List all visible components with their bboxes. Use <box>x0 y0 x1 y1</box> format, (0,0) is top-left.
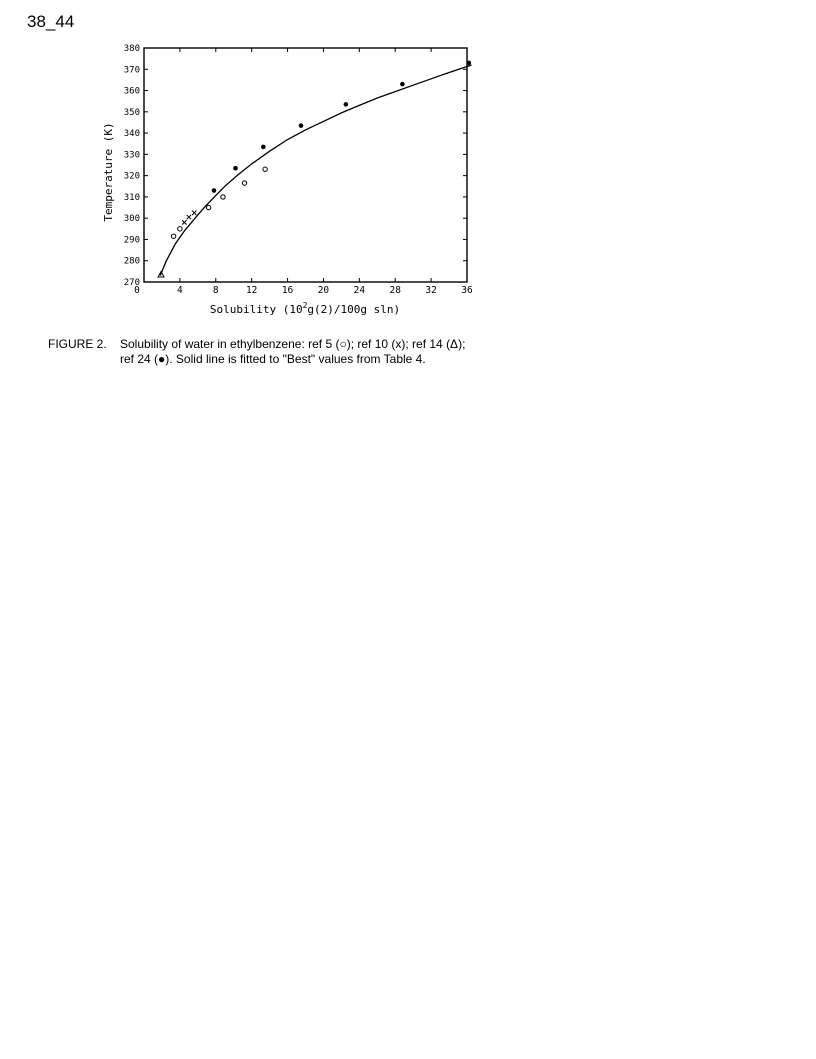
x-axis-title-post: g(2)/100g sln) <box>307 303 401 316</box>
y-tick-label: 330 <box>123 150 140 161</box>
y-tick-label: 350 <box>123 107 140 118</box>
point-filled-circle <box>299 123 304 128</box>
caption-line-1: Solubility of water in ethylbenzene: ref 5 (○); ref 10 (x); ref 14 (Δ); <box>120 337 466 351</box>
x-tick-label: 8 <box>212 285 219 296</box>
x-tick-label: 0 <box>134 285 140 296</box>
x-tick-label: 36 <box>461 285 473 296</box>
y-tick-label: 380 <box>123 44 140 54</box>
x-axis-title <box>210 301 400 316</box>
point-filled-circle <box>344 102 349 107</box>
caption-label: FIGURE 2. <box>48 337 107 351</box>
point-cross <box>192 211 196 215</box>
point-open-circle <box>206 205 210 209</box>
x-axis-title-pre: Solubility (10 <box>209 303 303 316</box>
point-filled-circle <box>400 82 405 87</box>
y-tick-label: 280 <box>123 256 140 267</box>
y-tick-label: 340 <box>123 129 140 140</box>
point-filled-circle <box>261 145 266 150</box>
y-tick-label: 270 <box>123 278 140 288</box>
y-tick-label: 370 <box>123 65 140 76</box>
point-open-circle <box>242 181 246 185</box>
x-ticks <box>134 48 473 296</box>
point-filled-circle <box>466 61 471 66</box>
fitted-curve <box>160 65 471 276</box>
x-tick-label: 28 <box>389 285 401 296</box>
page-identifier: 38_44 <box>27 12 75 31</box>
point-open-circle <box>263 167 267 171</box>
point-filled-circle <box>212 188 217 193</box>
x-tick-label: 12 <box>245 285 258 296</box>
y-tick-label: 310 <box>123 192 140 203</box>
solubility-chart <box>0 0 816 330</box>
data-series <box>158 61 471 277</box>
point-filled-circle <box>233 166 238 171</box>
y-tick-label: 320 <box>123 171 140 182</box>
point-cross <box>182 220 186 224</box>
x-tick-label: 4 <box>177 285 183 296</box>
x-tick-label: 24 <box>353 285 366 296</box>
figure-caption <box>48 337 518 367</box>
y-axis-title: Temperature (K) <box>102 122 115 222</box>
caption-line-2: ref 24 (●). Solid line is fitted to "Best" values from Table 4. <box>120 352 426 366</box>
x-tick-label: 32 <box>425 285 437 296</box>
y-tick-label: 300 <box>123 214 140 225</box>
point-open-circle <box>178 227 182 231</box>
x-tick-label: 20 <box>317 285 330 296</box>
point-cross <box>187 215 191 219</box>
x-axis-title-sup: 2 <box>302 301 308 310</box>
point-open-circle <box>221 195 225 199</box>
y-tick-label: 290 <box>123 235 140 246</box>
point-open-circle <box>171 234 175 238</box>
x-tick-label: 16 <box>281 285 294 296</box>
y-tick-label: 360 <box>123 86 140 97</box>
y-ticks <box>124 44 467 288</box>
